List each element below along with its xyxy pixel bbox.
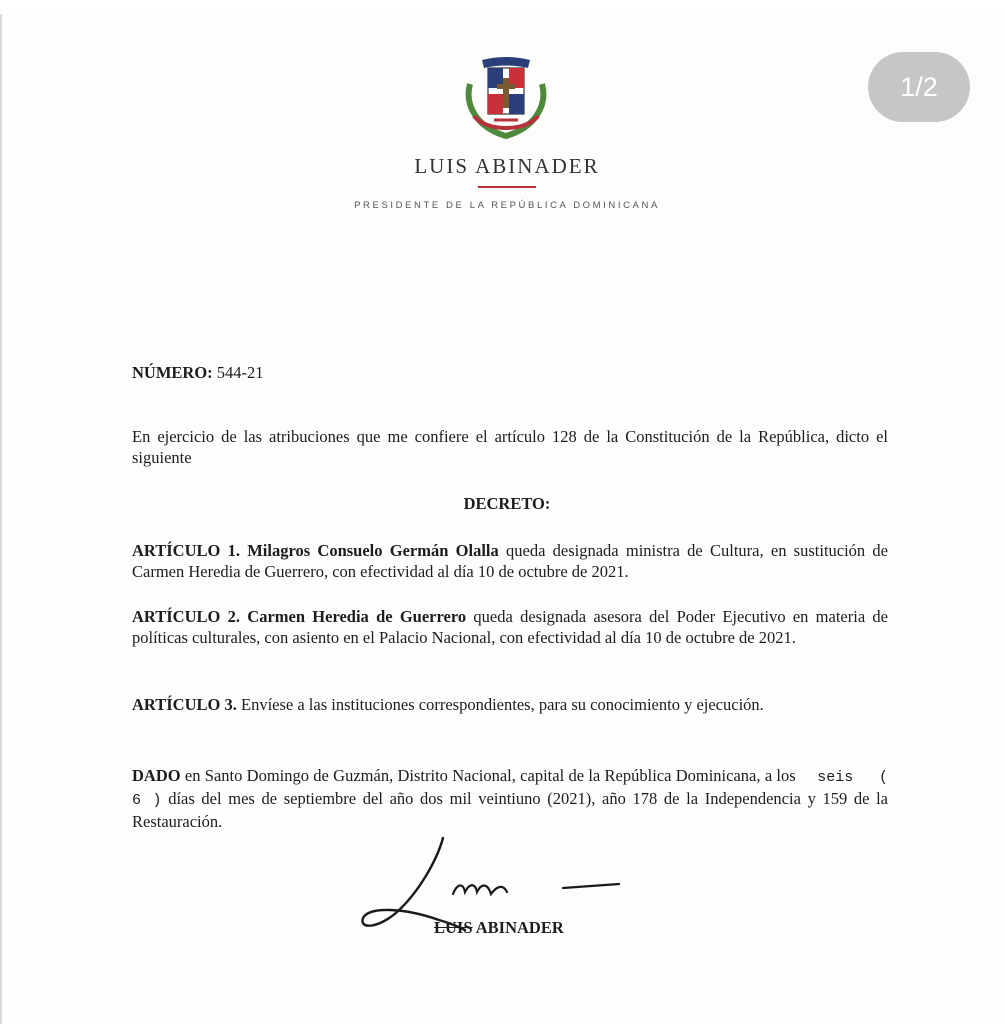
decree-number (132, 362, 888, 383)
coat-of-arms-seal (464, 54, 548, 140)
article-2-name: Carmen Heredia de Guerrero (247, 607, 467, 626)
dado-rest: del año dos mil veintiuno (2021), año 178 de la Independencia y 159 de la Restauración. (132, 789, 889, 831)
page-counter-badge[interactable]: 1/2 (868, 52, 970, 122)
letterhead-name: LUIS ABINADER (414, 154, 600, 178)
dado-paragraph (132, 765, 888, 832)
signer-name (434, 918, 564, 938)
dado-a-los: a los (764, 766, 796, 785)
letterhead-divider (478, 186, 536, 188)
article-1-text: queda designada ministra de Cultura, en sustitución de Carmen Heredia de Guerrero, con efectividad al día 10 de octubre de 2021. (132, 541, 889, 581)
article-1-name: Milagros Consuelo Germán Olalla (247, 541, 499, 560)
signer-last-name: ABINADER (475, 918, 564, 937)
dado-label: DADO (132, 766, 181, 785)
article-3-text: Envíese a las instituciones correspondientes, para su conocimiento y ejecución. (240, 695, 764, 714)
decree-intro: En ejercicio de las atribuciones que me confiere el artículo 128 de la Constitución de la República, dicto el siguiente (132, 427, 888, 467)
article-2-label: ARTÍCULO 2. (132, 607, 240, 626)
document-page (0, 14, 1005, 1024)
dado-day-number: ( 6 ) (132, 769, 889, 809)
viewer-top-bar (0, 0, 1005, 14)
article-1-label: ARTÍCULO 1. (132, 541, 240, 560)
article-1 (132, 540, 888, 582)
signer-first-name: LUIS (434, 918, 473, 937)
dado-mid: días del mes de (168, 789, 278, 808)
dado-line1: en Santo Domingo de Guzmán, Distrito Nacional, capital de la República Dominicana, (184, 766, 761, 785)
article-2 (132, 606, 888, 648)
dado-month: septiembre (283, 789, 357, 808)
letterhead-title: PRESIDENTE DE LA REPÚBLICA DOMINICANA (354, 200, 660, 211)
dado-day-word: seis (817, 769, 854, 786)
article-3 (132, 694, 888, 715)
article-2-text: queda designada asesora del Poder Ejecutivo en materia de políticas culturales, con asiento en el Palacio Nacional, con efectividad al día 10 de octubre de 2021. (132, 607, 888, 647)
decree-number-value: 544-21 (216, 363, 264, 382)
decree-number-label: NÚMERO: (132, 363, 213, 382)
article-3-label: ARTÍCULO 3. (132, 695, 237, 714)
decree-heading: DECRETO: (463, 494, 551, 513)
